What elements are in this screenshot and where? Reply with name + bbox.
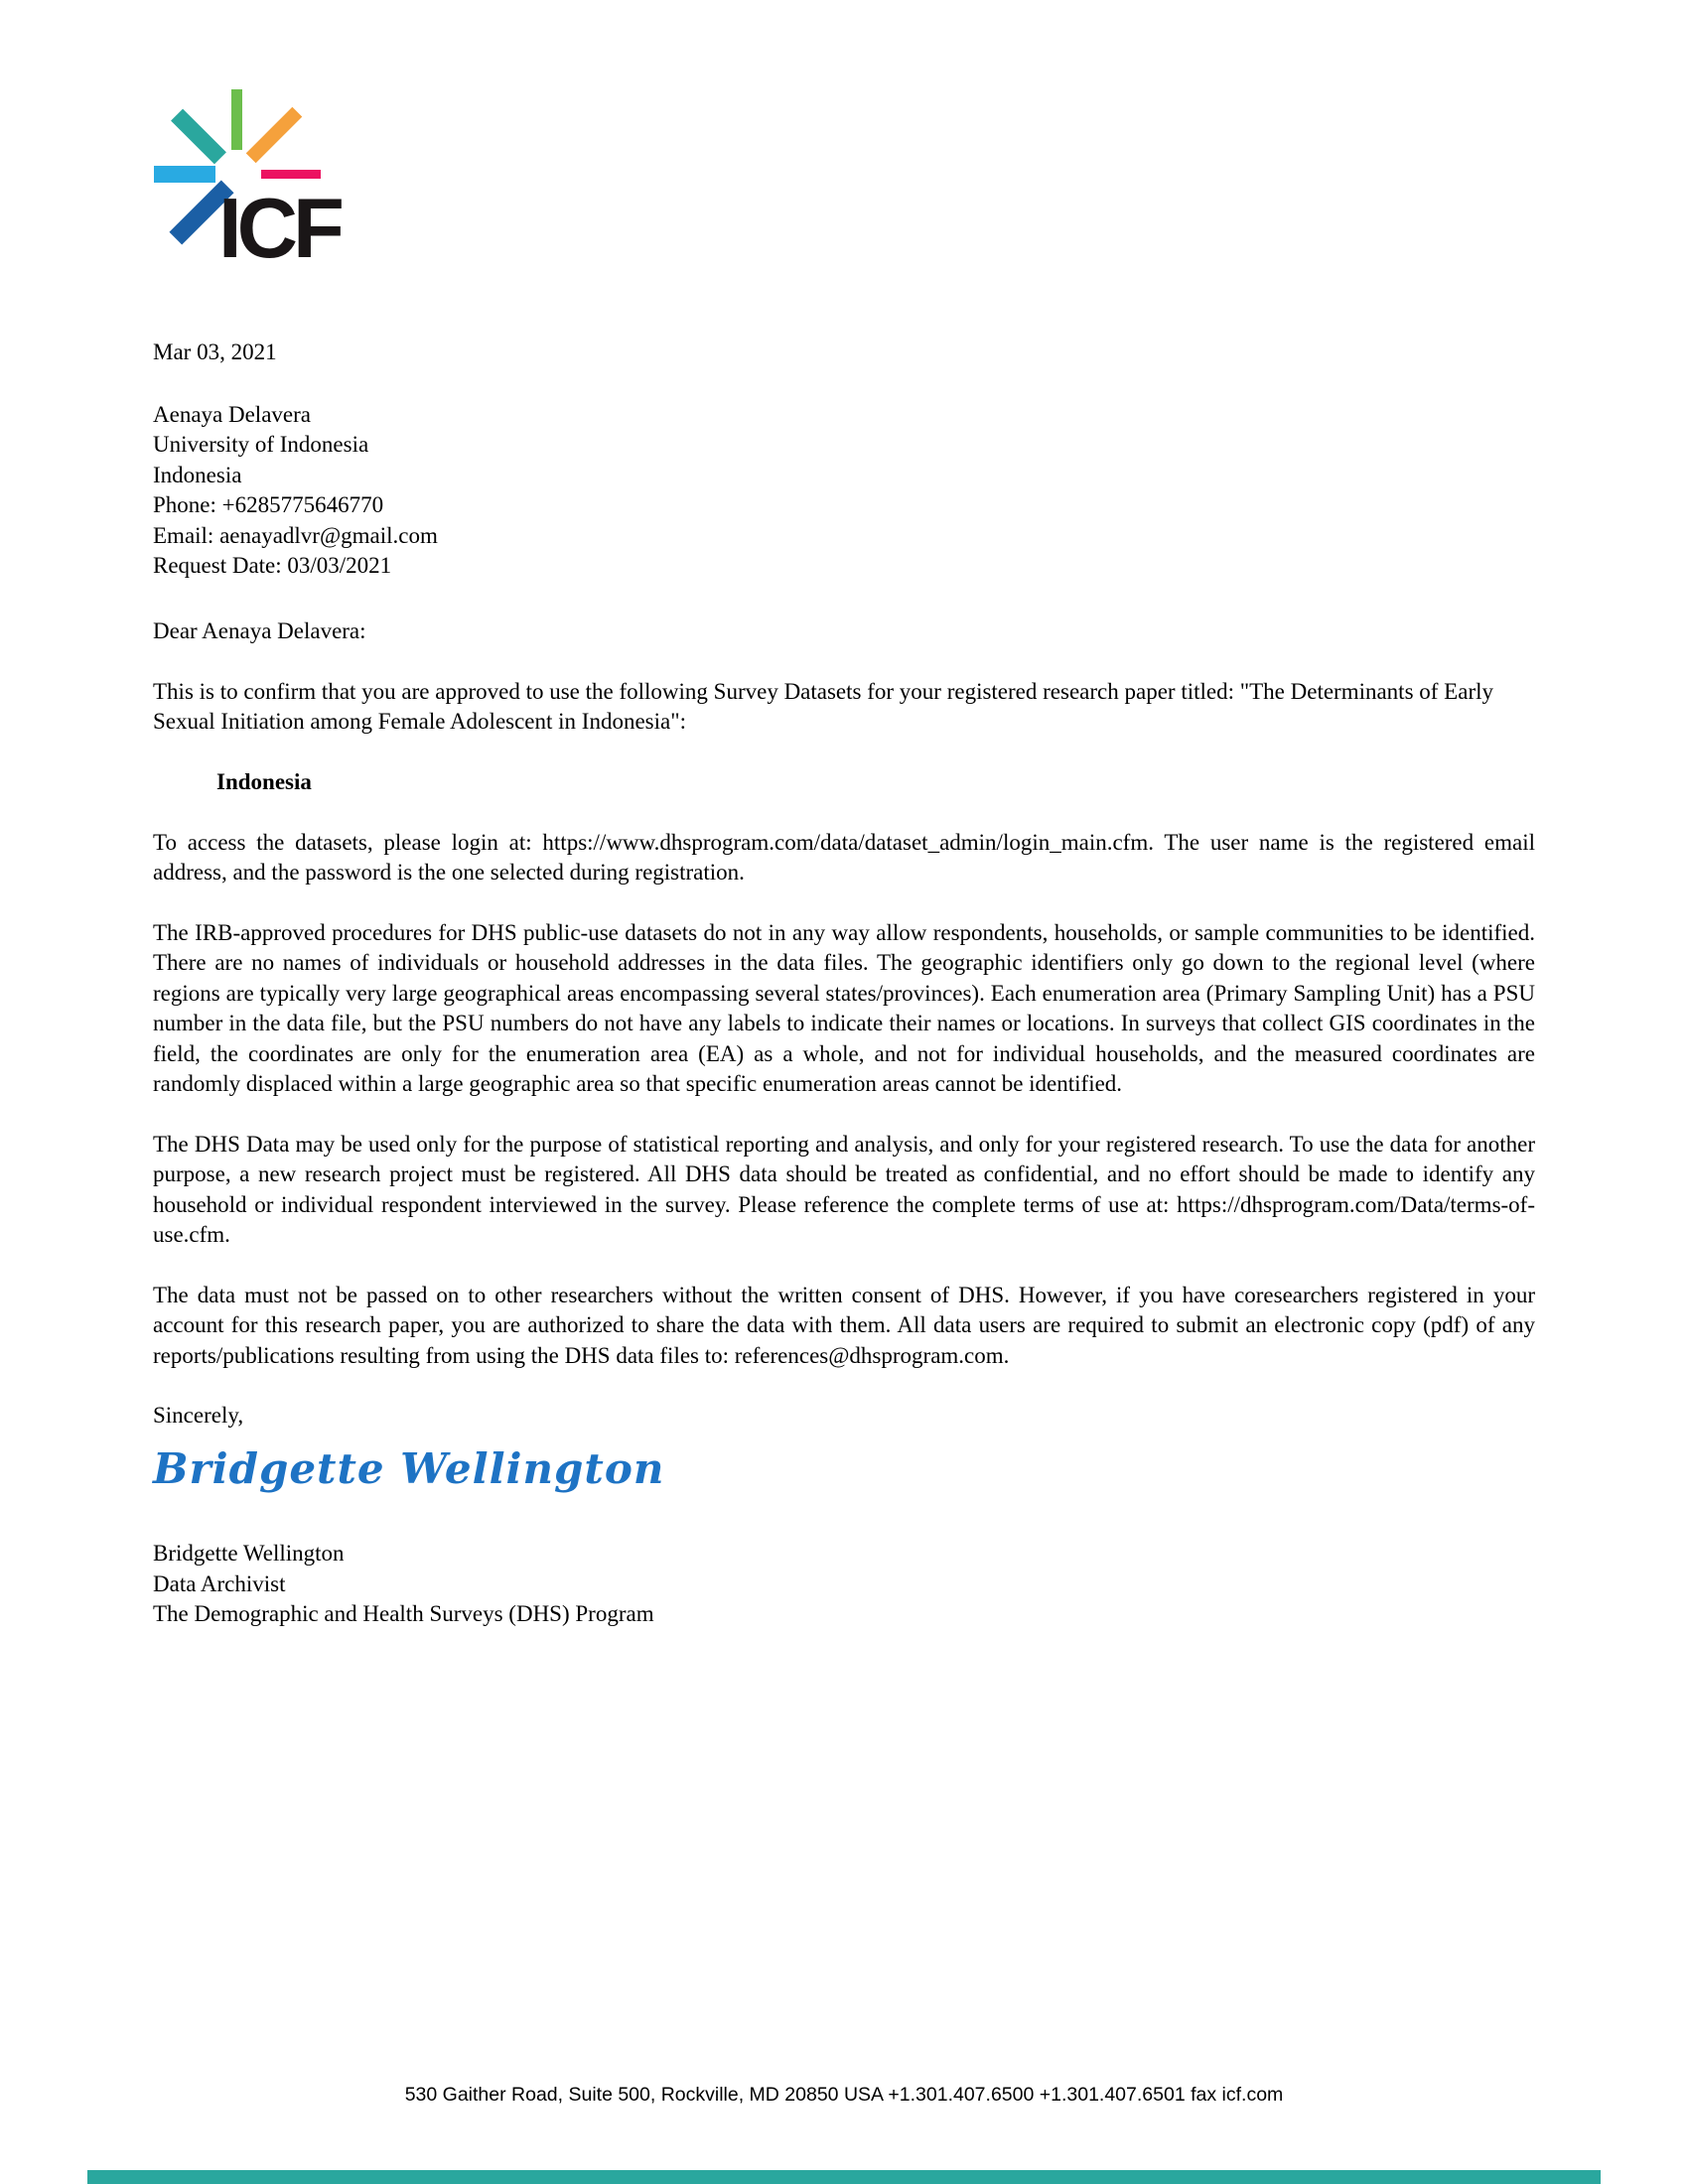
recipient-phone: Phone: +6285775646770 <box>153 492 384 518</box>
recipient-request-date: Request Date: 03/03/2021 <box>153 553 392 579</box>
recipient-email: Email: aenayadlvr@gmail.com <box>153 522 438 548</box>
recipient-country: Indonesia <box>153 462 242 487</box>
dataset-name: Indonesia <box>216 769 312 794</box>
recipient-organization: University of Indonesia <box>153 432 369 458</box>
usage-paragraph: The DHS Data may be used only for the purpose of statistical reporting and analysis, and only for your registered research. To use the data for another purpose, a new research project must be registered. All DHS data should be treated as confidential, and no effort should be made to identify any household or individual respondent interviewed in the survey. Please reference the complete terms of use at: https://dhsprogram.com/Data/terms-of-use.cfm. <box>153 1131 1535 1248</box>
signer-name: Bridgette Wellington <box>153 1541 345 1567</box>
intro-paragraph: This is to confirm that you are approved to use the following Survey Datasets for your registered research paper titled: "The Determinants of Early Sexual Initiation among Female Adolescent in Indonesia": <box>153 678 1493 735</box>
salutation: Dear Aenaya Delavera: <box>153 618 366 643</box>
irb-paragraph: The IRB-approved procedures for DHS public-use datasets do not in any way allow respondents, households, or sample communities to be identified. There are no names of individuals or household addresses in the data files. The geographic identifiers only go down to the regional level (where regions are typically very large geographical areas encompassing several states/provinces). Each enumeration area (Primary Sampling Unit) has a PSU number in the data file, but the PSU numbers do not have any labels to indicate their names or locations. In surveys that collect GIS coordinates in the field, the coordinates are only for the enumeration area (EA) as a whole, and not for individual households, and the measured coordinates are randomly displaced within a large geographic area so that specific enumeration areas cannot be identified. <box>153 920 1535 1097</box>
icf-logo <box>104 60 402 278</box>
letter-date-block <box>153 338 1535 367</box>
recipient-name: Aenaya Delavera <box>153 402 311 427</box>
signer-organization: The Demographic and Health Surveys (DHS) Program <box>153 1601 654 1627</box>
recipient-block <box>153 400 1535 581</box>
letter-date: Mar 03, 2021 <box>153 340 277 364</box>
signer-title: Data Archivist <box>153 1570 286 1596</box>
letter-body <box>153 616 1535 1629</box>
sharing-paragraph: The data must not be passed on to other researchers without the written consent of DHS. However, if you have coresearchers registered in your account for this research paper, you are authorized to share the data with them. All data users are required to submit an electronic copy (pdf) of any reports/publications resulting from using the DHS data files to: references@dhsprogram.com. <box>153 1282 1535 1368</box>
footer-accent-bar <box>87 2170 1601 2184</box>
logo-bar-lightblue-icon <box>154 166 215 183</box>
logo-wordmark: ICF <box>218 182 340 276</box>
signature-script: Bridgette Wellington <box>153 1443 665 1493</box>
logo-bar-pink-icon <box>261 170 321 179</box>
access-paragraph: To access the datasets, please login at: https://www.dhsprogram.com/data/dataset_admin/login_main.cfm. The user name is the registered email address, and the password is the one selected during registration. <box>153 829 1535 886</box>
closing: Sincerely, <box>153 1403 244 1429</box>
footer-address: 530 Gaither Road, Suite 500, Rockville, MD 20850 USA +1.301.407.6500 +1.301.407.6501 fax icf.com <box>404 2084 1284 2106</box>
logo-bar-teal-icon <box>171 109 226 165</box>
logo-bar-orange-icon <box>246 107 303 164</box>
logo-bar-green-icon <box>231 89 242 150</box>
